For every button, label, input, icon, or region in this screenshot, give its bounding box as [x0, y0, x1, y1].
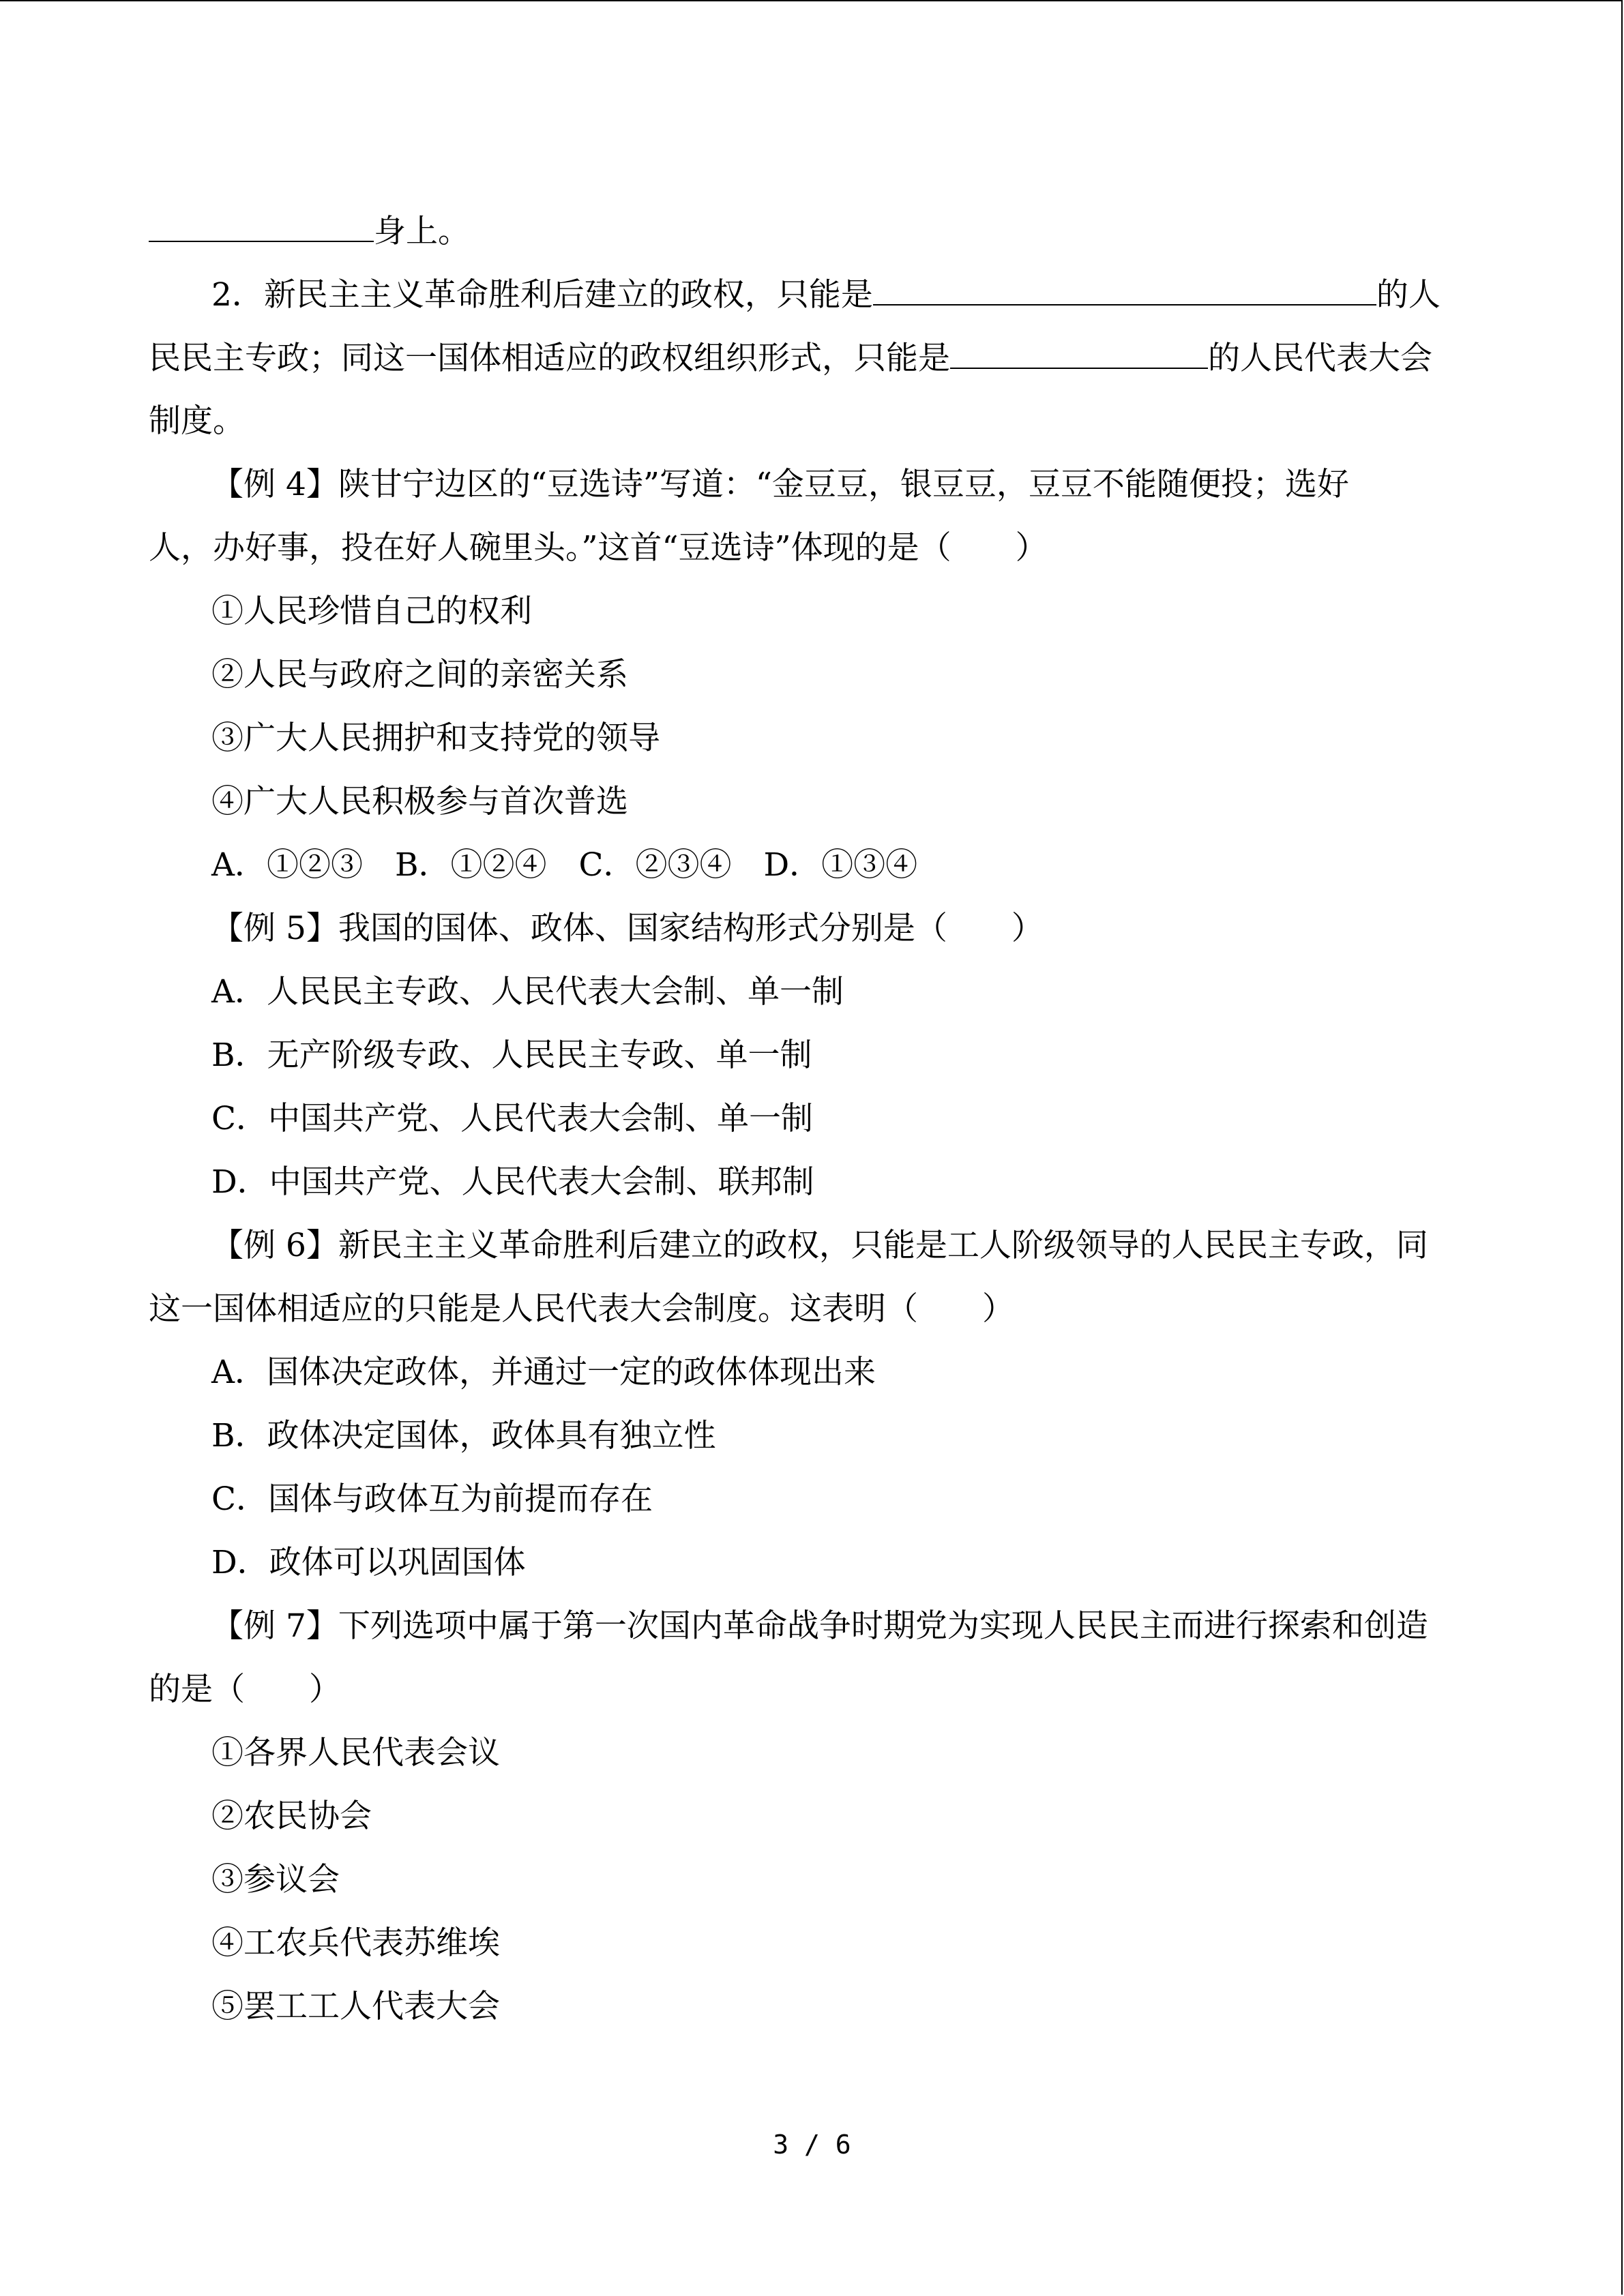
example-7-stem-2: 的是（ ） [149, 1671, 341, 1708]
example-6-option-d: D．政体可以巩固国体 [211, 1544, 526, 1581]
question-2-line-3: 制度。 [149, 402, 245, 440]
example-7-item-2: ②农民协会 [211, 1798, 372, 1835]
example-5-stem: 【例 5】我国的国体、政体、国家结构形式分别是（ ） [211, 910, 1044, 947]
example-5-option-b: B．无产阶级专政、人民民主专政、单一制 [211, 1037, 812, 1074]
example-6-stem-1: 【例 6】新民主主义革命胜利后建立的政权，只能是工人阶级领导的人民民主专政，同 [211, 1227, 1428, 1264]
example-4-stem-1: 【例 4】陕甘宁边区的“豆选诗”写道：“金豆豆，银豆豆，豆豆不能随便投；选好 [211, 466, 1349, 503]
example-7-stem-1: 【例 7】下列选项中属于第一次国内革命战争时期党为实现人民民主而进行探索和创造 [211, 1607, 1428, 1645]
question-2-line-2: 民民主专政；同这一国体相适应的政权组织形式，只能是 的人民代表大会 [149, 338, 1432, 379]
line-continuation: 身上。 [149, 211, 470, 252]
example-5-option-a: A．人民民主专政、人民代表大会制、单一制 [211, 973, 844, 1011]
answer-blank[interactable] [950, 338, 1208, 369]
example-6-option-c: C．国体与政体互为前提而存在 [211, 1480, 653, 1518]
example-4-item-1: ①人民珍惜自己的权利 [211, 593, 532, 630]
example-4-item-3: ③广大人民拥护和支持党的领导 [211, 719, 660, 757]
example-7-item-5: ⑤罢工工人代表大会 [211, 1988, 500, 2025]
example-6-stem-2: 这一国体相适应的只能是人民代表大会制度。这表明（ ） [149, 1290, 1014, 1328]
example-4-options: A．①②③ B．①②④ C．②③④ D．①③④ [211, 846, 918, 884]
example-7-item-3: ③参议会 [211, 1861, 340, 1898]
question-2-line-1: 2．新民主主义革命胜利后建立的政权，只能是 的人 [211, 274, 1441, 316]
example-6-option-a: A．国体决定政体，并通过一定的政体体现出来 [211, 1354, 876, 1391]
example-4-stem-2: 人，办好事，投在好人碗里头。”这首“豆选诗”体现的是（ ） [149, 529, 1048, 567]
answer-blank[interactable] [873, 274, 1376, 305]
example-5-option-d: D．中国共产党、人民代表大会制、联邦制 [211, 1163, 814, 1201]
example-7-item-1: ①各界人民代表会议 [211, 1734, 500, 1772]
example-5-option-c: C．中国共产党、人民代表大会制、单一制 [211, 1100, 813, 1137]
example-4-item-2: ②人民与政府之间的亲密关系 [211, 656, 628, 694]
answer-blank[interactable] [149, 211, 374, 242]
example-6-option-b: B．政体决定国体，政体具有独立性 [211, 1417, 716, 1455]
example-7-item-4: ④工农兵代表苏维埃 [211, 1924, 500, 1962]
example-4-item-4: ④广大人民积极参与首次普选 [211, 783, 628, 820]
page-number: 3 / 6 [773, 2130, 851, 2160]
